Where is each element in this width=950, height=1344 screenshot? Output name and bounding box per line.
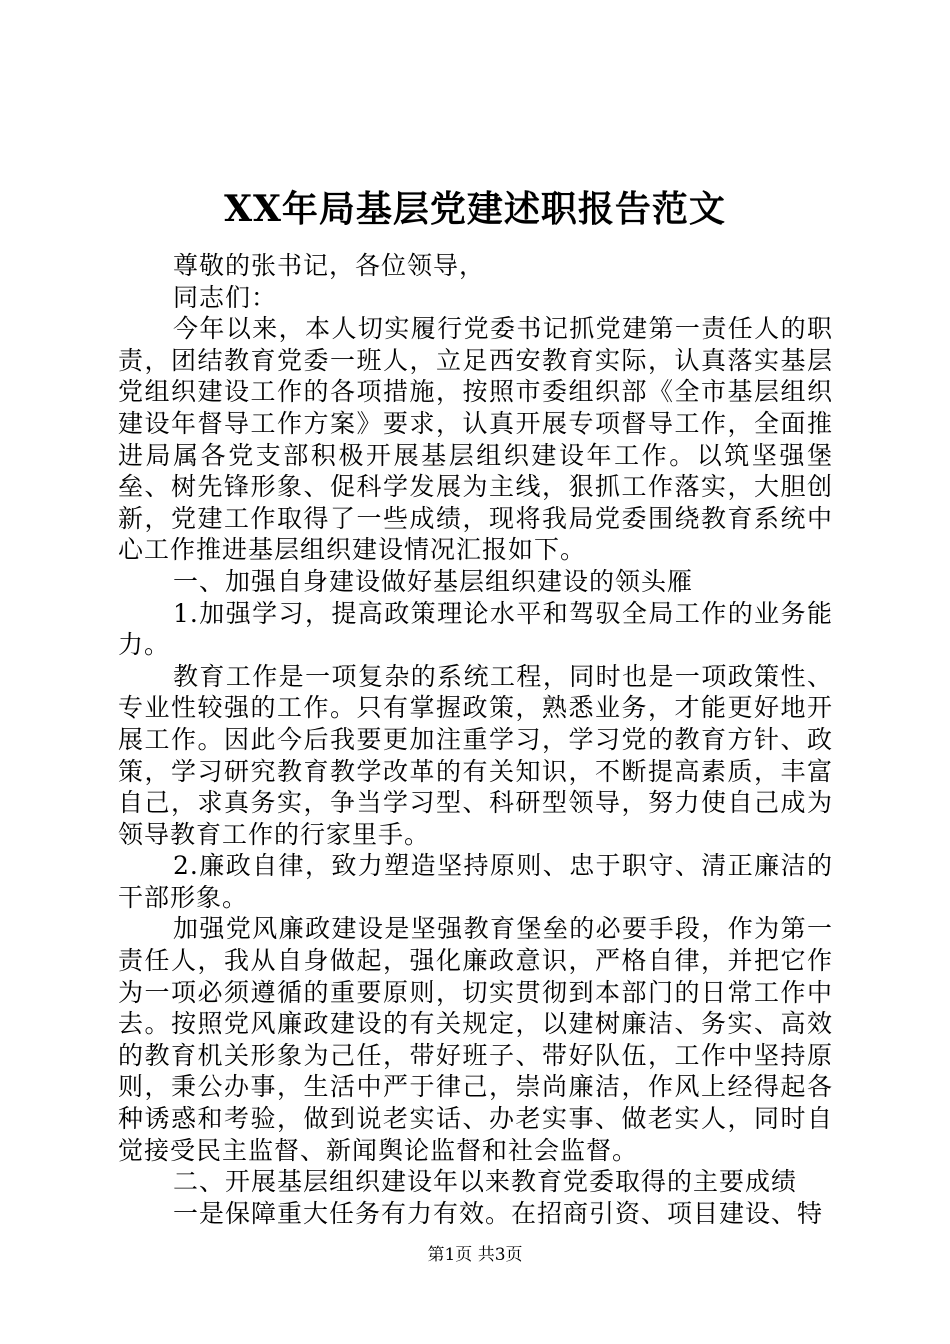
body-paragraph: 一是保障重大任务有力有效。在招商引资、项目建设、特 <box>173 1198 824 1228</box>
section-heading: 一、加强自身建设做好基层组织建设的领头雁 <box>173 566 694 596</box>
subsection-heading: 2.廉政自律，致力塑造坚持原则、忠于职守、清正廉洁的干部形象。 <box>118 851 833 912</box>
body-paragraph: 加强党风廉政建设是坚强教育堡垒的必要手段，作为第一责任人，我从自身做起，强化廉政意识，严格自律，并把它作为一项必须遵循的重要原则，切实贯彻到本部门的日常工作中去。按照党风廉政建设的有关规定，以建树廉洁、务实、高效的教育机关形象为己任，带好班子、带好队伍，工作中坚持原则，秉公办事，生活中严于律己，崇尚廉洁，作风上经得起各种诱惑和考验，做到说老实话、办老实事、做老实人，同时自觉接受民主监督、新闻舆论监督和社会监督。 <box>118 914 833 1165</box>
body-paragraph: 今年以来，本人切实履行党委书记抓党建第一责任人的职责，团结教育党委一班人，立足西安教育实际，认真落实基层党组织建设工作的各项措施，按照市委组织部《全市基层组织建设年督导工作方案》要求，认真开展专项督导工作，全面推进局属各党支部积极开展基层组织建设年工作。以筑坚强堡垒、树先锋形象、促科学发展为主线，狠抓工作落实，大胆创新，党建工作取得了一些成绩，现将我局党委围绕教育系统中心工作推进基层组织建设情况汇报如下。 <box>118 314 833 565</box>
subsection-heading: 1.加强学习，提高政策理论水平和驾驭全局工作的业务能力。 <box>118 598 833 660</box>
document-body <box>118 250 833 1229</box>
salutation-paragraph: 尊敬的张书记，各位领导， <box>173 251 486 280</box>
document-title: XX年局基层党建述职报告范文 <box>224 188 726 230</box>
body-paragraph: 教育工作是一项复杂的系统工程，同时也是一项政策性、专业性较强的工作。只有掌握政策，熟悉业务，才能更好地开展工作。因此今后我要更加注重学习，学习党的教育方针、政策，学习研究教育教学改革的有关知识，不断提高素质，丰富自己，求真务实，争当学习型、科研型领导，努力使自己成为领导教育工作的行家里手。 <box>118 661 833 849</box>
section-heading: 二、开展基层组织建设年以来教育党委取得的主要成绩 <box>173 1167 798 1197</box>
salutation-paragraph: 同志们： <box>173 282 278 312</box>
page-footer: 第1页 共3页 <box>427 1245 523 1265</box>
